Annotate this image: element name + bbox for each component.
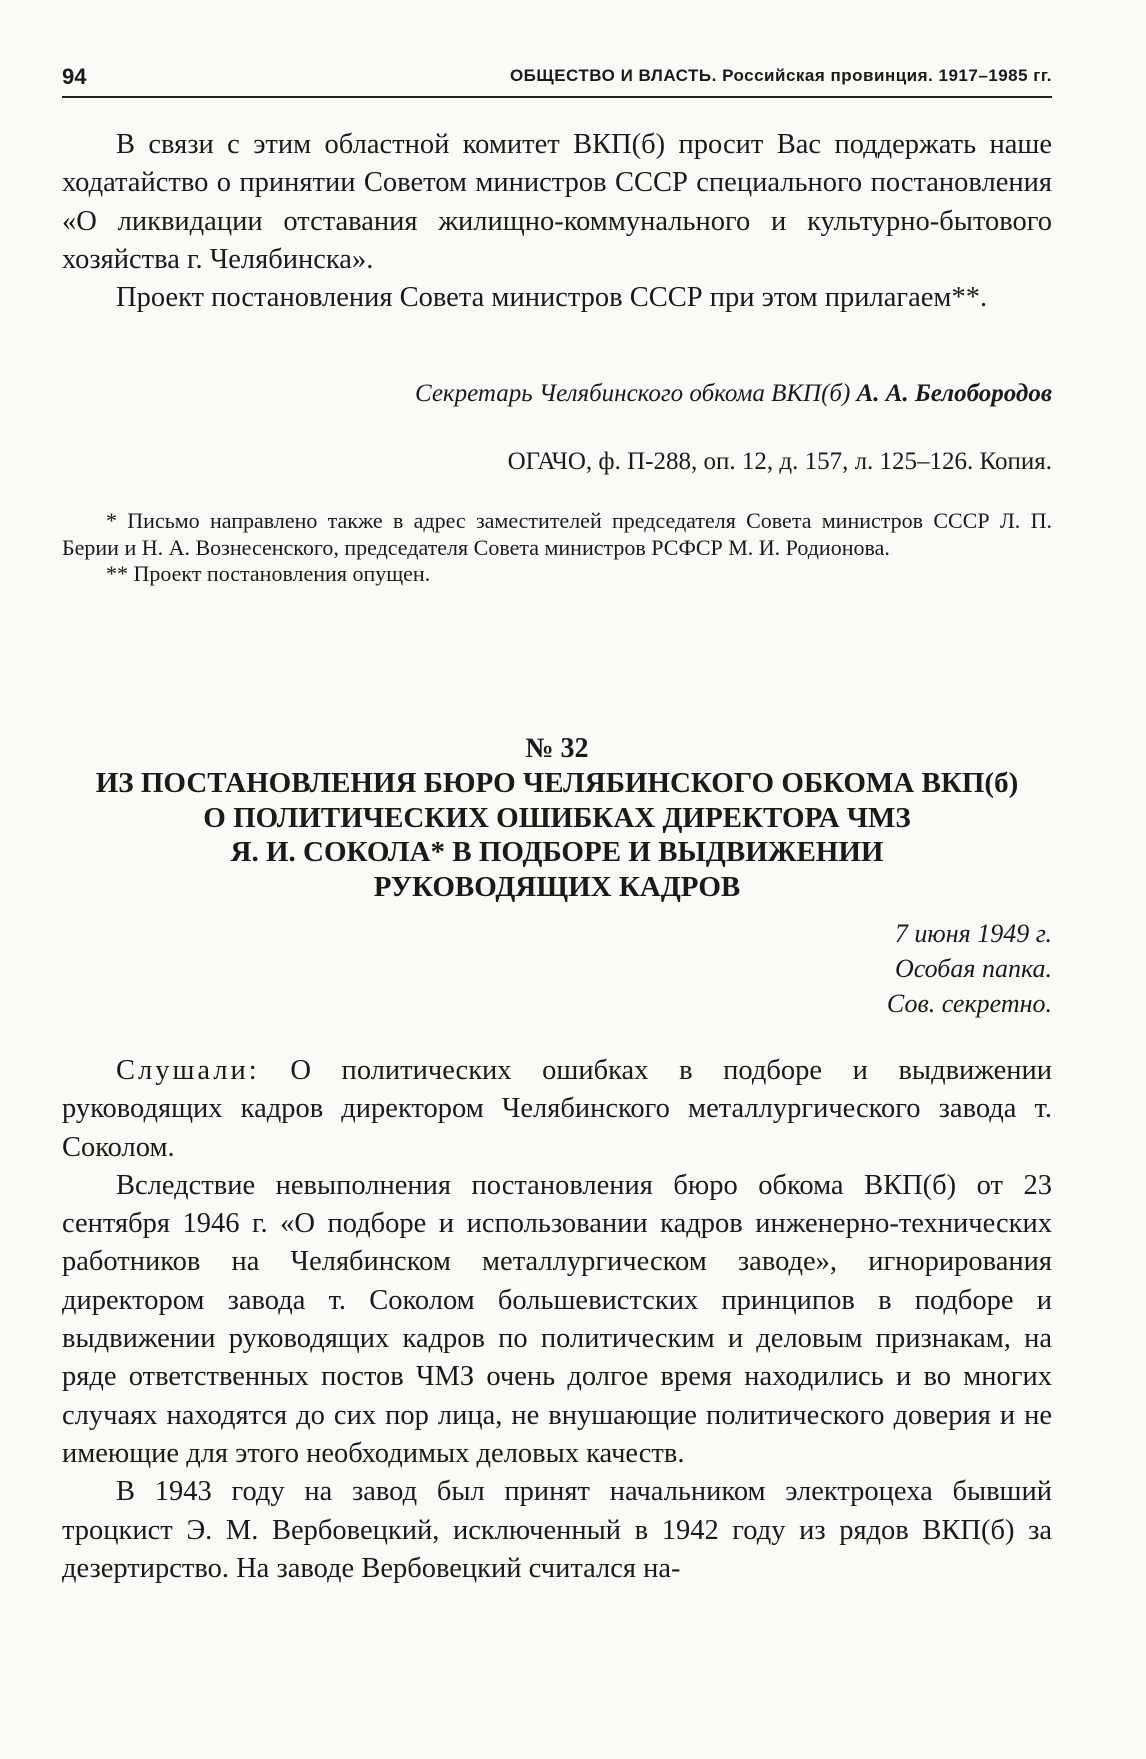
- document-classification: Сов. секретно.: [886, 989, 1052, 1018]
- archive-reference: ОГАЧО, ф. П-288, оп. 12, д. 157, л. 125–126. Копия.: [507, 448, 1052, 475]
- document-title-line: РУКОВОДЯЩИХ КАДРОВ: [373, 870, 741, 903]
- page-number: 94: [62, 64, 87, 89]
- document-folder: Особая папка.: [894, 954, 1052, 983]
- document-date: 7 июня 1949 г.: [894, 919, 1052, 948]
- document-title: [62, 766, 1052, 904]
- document-title-line: ИЗ ПОСТАНОВЛЕНИЯ БЮРО ЧЕЛЯБИНСКОГО ОБКОМА ВКП(б): [95, 767, 1019, 799]
- document-title-line: О ПОЛИТИЧЕСКИХ ОШИБКАХ ДИРЕКТОРА ЧМЗ: [203, 801, 911, 834]
- signature-name: А. А. Белобородов: [856, 380, 1052, 407]
- heard-label: Слушали:: [116, 1055, 260, 1086]
- intro-text: [62, 126, 1052, 317]
- footnotes: [62, 508, 1052, 588]
- document-title-line: Я. И. СОКОЛА* В ПОДБОРЕ И ВЫДВИЖЕНИИ: [230, 836, 884, 868]
- signature: [62, 378, 1052, 410]
- body-paragraph: В 1943 году на завод был принят начальником электроцеха бывший троцкист Э. М. Вербовецкий, исключенный в 1942 году из рядов ВКП(б) за дезертирство. На заводе Вербовецкий считался на-: [62, 1476, 1052, 1584]
- document-meta: [62, 916, 1052, 1021]
- running-header: [62, 62, 1052, 98]
- intro-paragraph: В связи с этим областной комитет ВКП(б) просит Вас поддержать наше ходатайство о принятии Советом министров СССР специального постановления «О ликвидации отставания жилищно-коммунального и культурно-бытового хозяйства г. Челябинска».: [62, 129, 1052, 275]
- heard-text: О политических ошибках в подборе и выдвижении руководящих кадров директором Челябинского металлургического завода т. Соколом.: [62, 1055, 1053, 1163]
- document-number: № 32: [525, 733, 589, 764]
- signature-role: Секретарь Челябинского обкома ВКП(б): [414, 380, 851, 407]
- intro-paragraph: Проект постановления Совета министров СССР при этом прилагаем**.: [116, 282, 988, 314]
- footnote: * Письмо направлено также в адрес заместителей председателя Совета министров СССР Л. П. Берии и Н. А. Вознесенского, председателя Совета министров РСФСР М. И. Родионова.: [62, 508, 1052, 560]
- footnote: ** Проект постановления опущен.: [106, 561, 431, 586]
- resolution-body: [62, 1052, 1052, 1588]
- running-title: ОБЩЕСТВО И ВЛАСТЬ. Российская провинция. 1917–1985 гг.: [509, 66, 1052, 85]
- heard-paragraph: [62, 1052, 1052, 1167]
- body-paragraph: Вследствие невыполнения постановления бюро обкома ВКП(б) от 23 сентября 1946 г. «О подборе и использовании кадров инженерно-технических работников на Челябинском металлургическом заводе», игнорирования директором завода т. Соколом большевистских принципов в подборе и выдвижении руководящих кадров по политическим и деловым признакам, на ряде ответственных постов ЧМЗ очень долгое время находились и во многих случаях находятся до сих пор лица, не внушающие политического доверия и не имеющие для этого необходимых деловых качеств.: [62, 1169, 1052, 1469]
